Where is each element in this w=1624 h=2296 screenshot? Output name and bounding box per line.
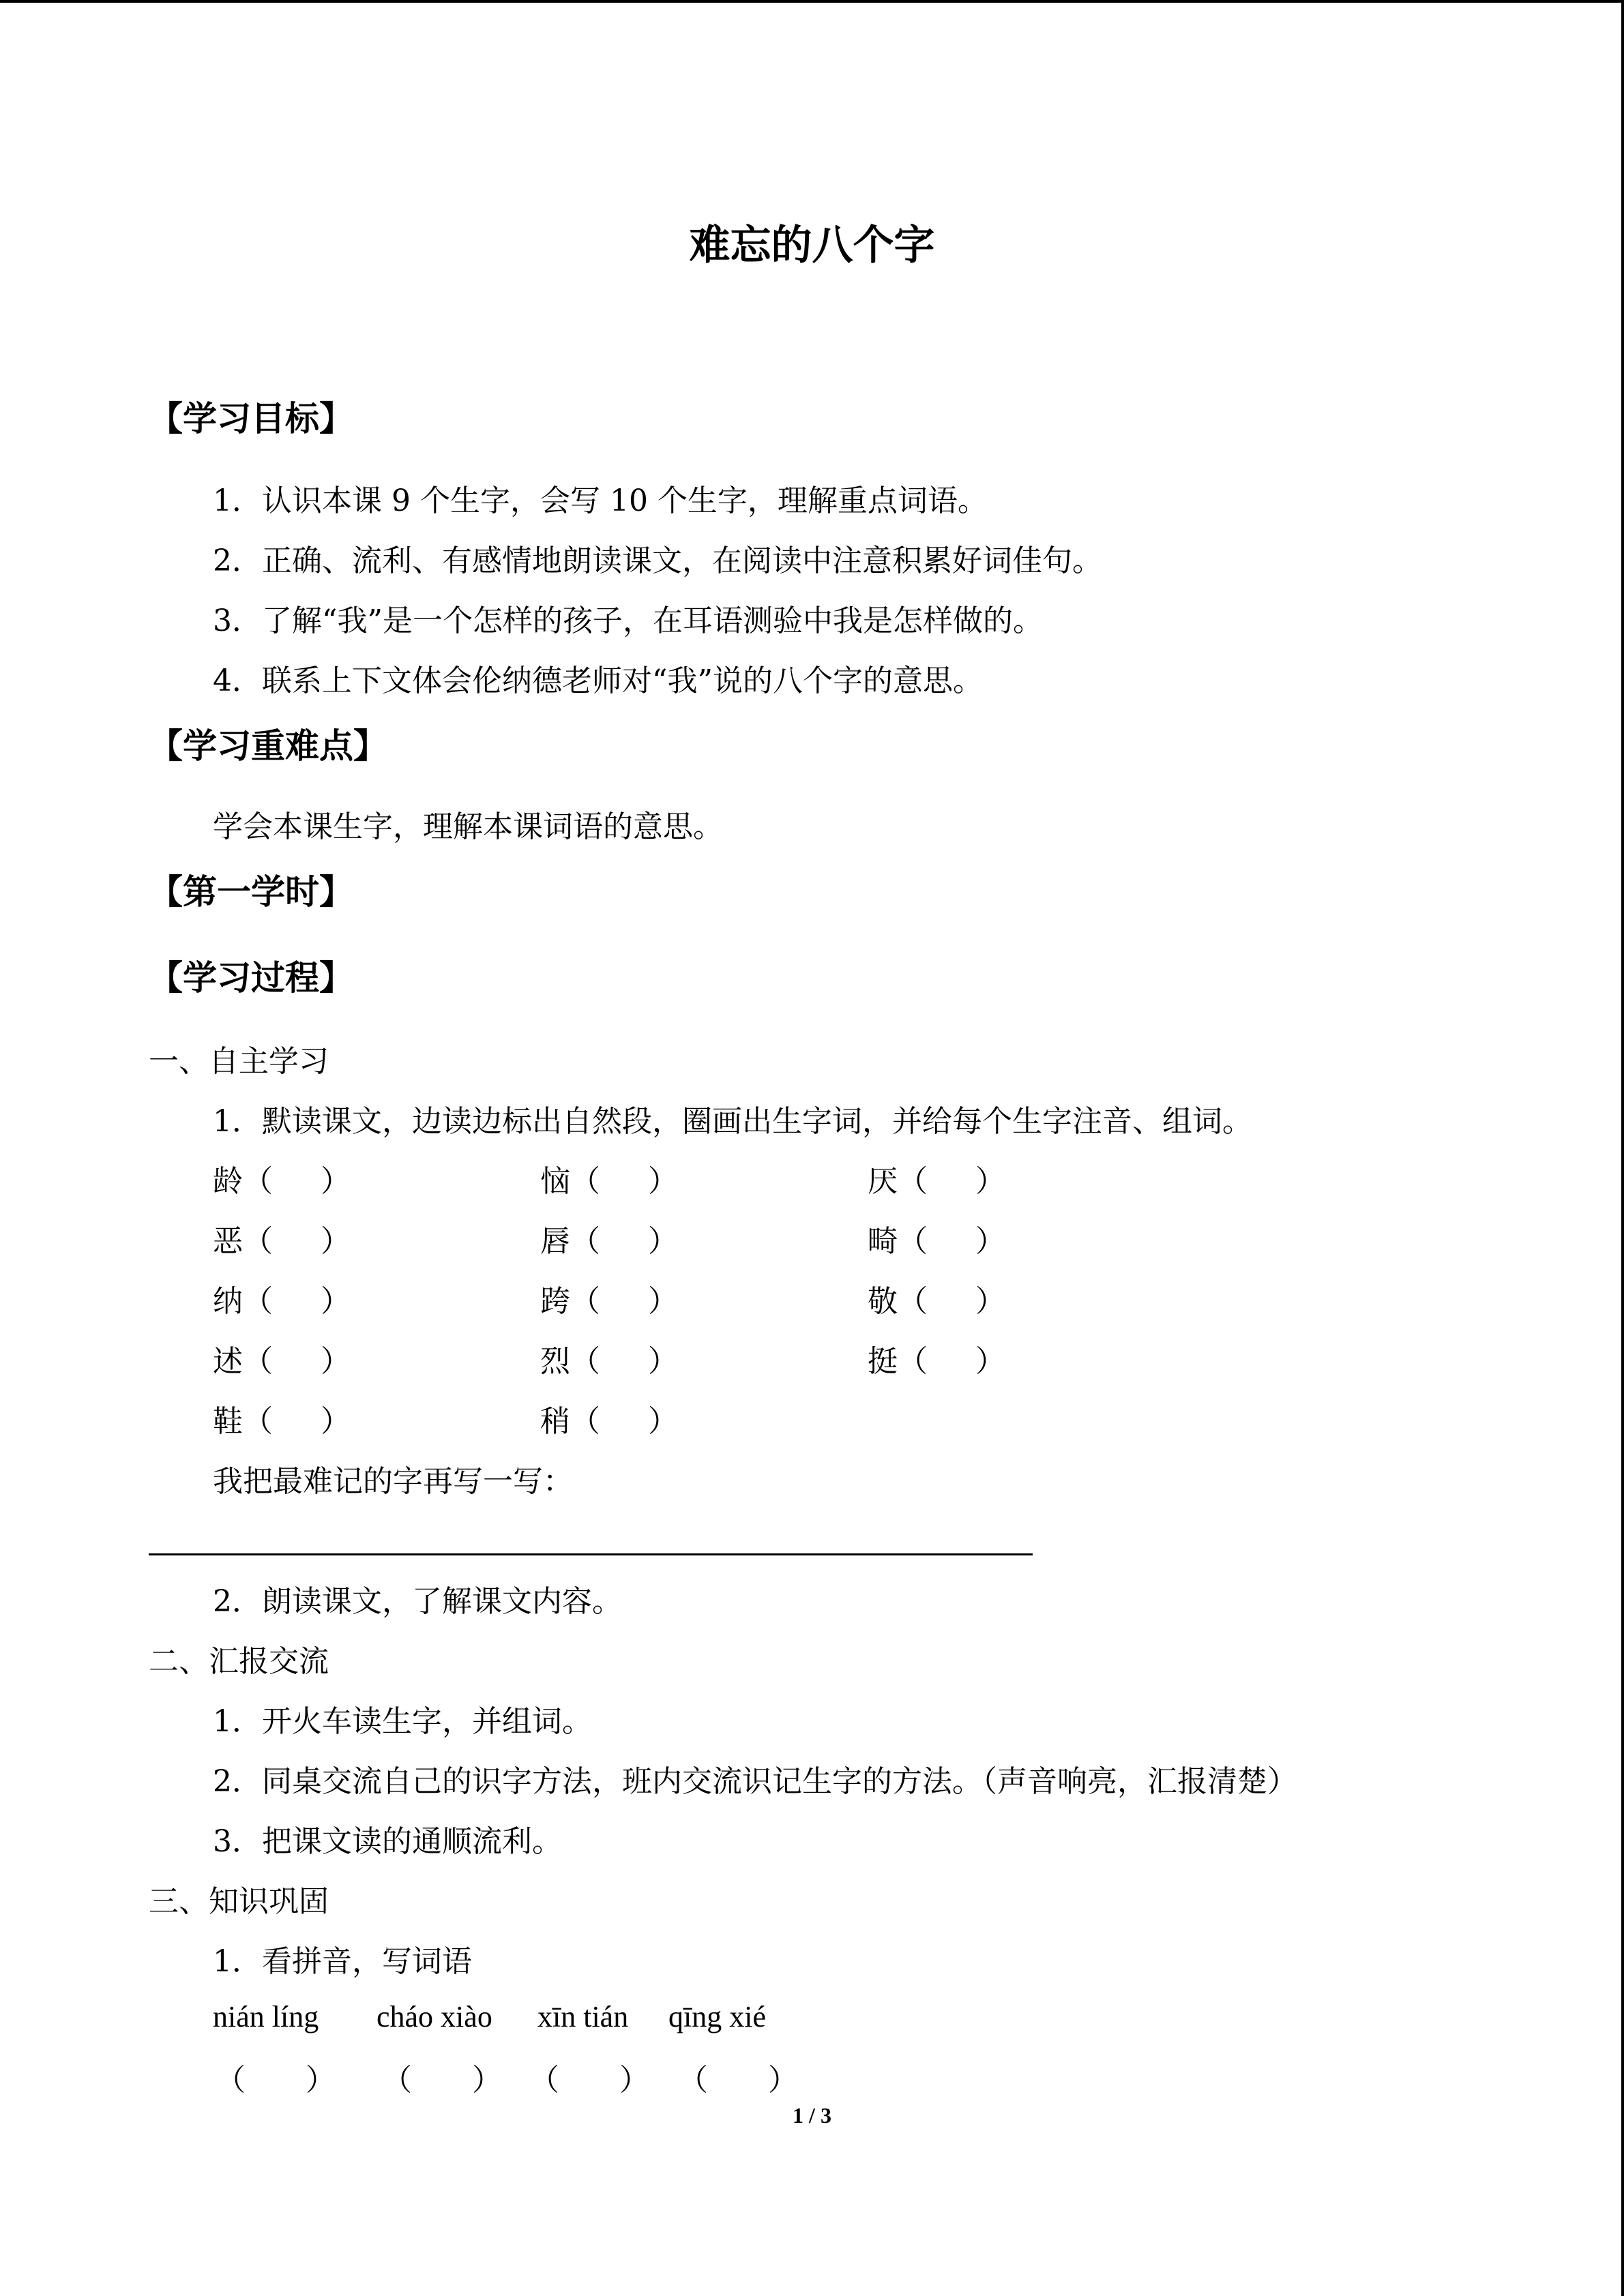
char-entry[interactable]: 纳（ ） [213, 1284, 351, 1319]
part1-heading: 一、自主学习 [149, 1044, 329, 1079]
lesson-heading: 【第一学时】 [149, 872, 353, 912]
pinyin-word: cháo xiào [377, 2000, 492, 2033]
char-entry[interactable]: 唇（ ） [540, 1224, 678, 1259]
goal-item: 1．认识本课 9 个生字，会写 10 个生字，理解重点词语。 [213, 483, 988, 518]
pinyin-word: xīn tián [537, 2000, 629, 2033]
char-entry[interactable]: 烈（ ） [540, 1344, 678, 1379]
char-entry[interactable]: 跨（ ） [540, 1284, 678, 1319]
char-entry[interactable]: 龄（ ） [213, 1164, 351, 1199]
process-heading: 【学习过程】 [149, 958, 353, 998]
part1-item2: 2．朗读课文，了解课文内容。 [213, 1584, 622, 1619]
part3-item1: 1．看拼音，写词语 [213, 1944, 472, 1979]
key-points-text: 学会本课生字，理解本课词语的意思。 [213, 809, 723, 844]
char-entry[interactable]: 敬（ ） [868, 1284, 1005, 1319]
answer-blank[interactable]: （ ） [678, 2063, 798, 2098]
char-entry[interactable]: 厌（ ） [868, 1164, 1005, 1199]
char-entry[interactable]: 稍（ ） [540, 1404, 678, 1439]
part2-item: 3．把课文读的通顺流利。 [213, 1824, 562, 1859]
char-entry[interactable]: 述（ ） [213, 1344, 351, 1379]
part2-item: 2．同桌交流自己的识字方法，班内交流识记生字的方法。（声音响亮，汇报清楚） [213, 1764, 1297, 1799]
pinyin-word: qīng xié [668, 2000, 766, 2033]
char-entry[interactable]: 挺（ ） [868, 1344, 1005, 1379]
char-entry[interactable]: 恶（ ） [213, 1224, 351, 1259]
goal-item: 4．联系上下文体会伦纳德老师对“我”说的八个字的意思。 [213, 664, 983, 698]
answer-blank[interactable]: （ ） [382, 2063, 502, 2098]
answer-blank[interactable]: （ ） [529, 2063, 649, 2098]
part2-item: 1．开火车读生字，并组词。 [213, 1704, 592, 1739]
char-entry[interactable]: 恼（ ） [540, 1164, 678, 1199]
rewrite-prompt: 我把最难记的字再写一写： [213, 1464, 573, 1499]
answer-write-line[interactable] [149, 1553, 1033, 1555]
pinyin-word: nián líng [213, 2000, 319, 2033]
part3-heading: 三、知识巩固 [149, 1884, 329, 1919]
key-points-heading: 【学习重难点】 [149, 726, 387, 766]
part2-heading: 二、汇报交流 [149, 1644, 329, 1679]
goals-heading: 【学习目标】 [149, 399, 353, 438]
part1-item1: 1．默读课文，边读边标出自然段，圈画出生字词，并给每个生字注音、组词。 [213, 1104, 1252, 1139]
page-number: 1 / 3 [793, 2103, 831, 2128]
goal-item: 2．正确、流利、有感情地朗读课文，在阅读中注意积累好词佳句。 [213, 543, 1102, 578]
char-entry[interactable]: 鞋（ ） [213, 1404, 351, 1439]
page-top-border [0, 0, 1624, 3]
answer-blank[interactable]: （ ） [216, 2063, 336, 2098]
goal-item: 3．了解“我”是一个怎样的孩子，在耳语测验中我是怎样做的。 [213, 603, 1043, 638]
document-title: 难忘的八个字 [689, 222, 935, 269]
page-right-border [1621, 0, 1624, 2296]
char-entry[interactable]: 畸（ ） [868, 1224, 1005, 1259]
